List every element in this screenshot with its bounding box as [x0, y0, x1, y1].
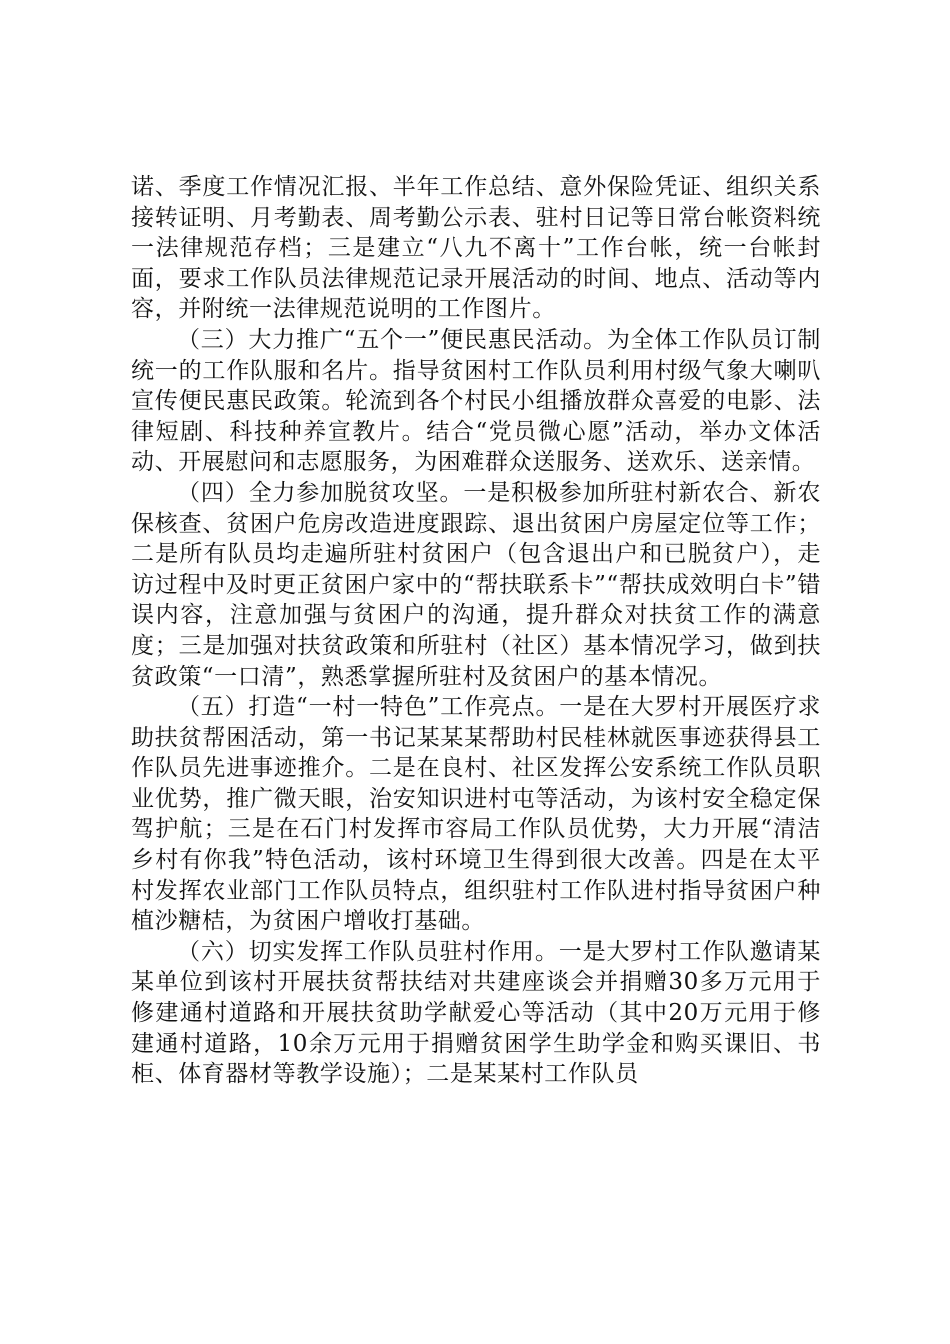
document-page	[131, 172, 821, 1090]
paragraph-team-role: （六）切实发挥工作队员驻村作用。一是大罗村工作队邀请某某单位到该村开展扶贫帮扶结对共建座谈会并捐赠30多万元用于修建通村道路和开展扶贫助学献爱心等活动（其中20万元用于修建通村道路，10余万元用于捐赠贫困学生助学金和购买课旧、书柜、体育器材等教学设施）；二是某某村工作队员	[131, 938, 821, 1088]
paragraph-five-ones-activity: （三）大力推广“五个一”便民惠民活动。为全体工作队员订制统一的工作队服和名片。指导贫困村工作队员利用村级气象大喇叭宣传便民惠民政策。轮流到各个村民小组播放群众喜爱的电影、法律短剧、科技种养宣教片。结合“党员微心愿”活动，举办文体活动、开展慰问和志愿服务，为困难群众送服务、送欢乐、送亲情。	[131, 326, 821, 476]
paragraph-village-features: （五）打造“一村一特色”工作亮点。一是在大罗村开展医疗求助扶贫帮困活动，第一书记某某某帮助村民桂林就医事迹获得县工作队员先进事迹推介。二是在良村、社区发挥公安系统工作队员职业优势，推广微天眼，治安知识进村屯等活动，为该村安全稳定保驾护航；三是在石门村发挥市容局工作队员优势，大力开展“清洁乡村有你我”特色活动，该村环境卫生得到很大改善。四是在太平村发挥农业部门工作队员特点，组织驻村工作队进村指导贫困户种植沙糖桔，为贫困户增收打基础。	[131, 694, 821, 935]
paragraph-poverty-alleviation: （四）全力参加脱贫攻坚。一是积极参加所驻村新农合、新农保核查、贫困户危房改造进度跟踪、退出贫困户房屋定位等工作；二是所有队员均走遍所驻村贫困户（包含退出户和已脱贫户），走访过程中及时更正贫困户家中的“帮扶联系卡”“帮扶成效明白卡”错误内容，注意加强与贫困户的沟通，提升群众对扶贫工作的满意度；三是加强对扶贫政策和所驻村（社区）基本情况学习，做到扶贫政策“一口清”，熟悉掌握所驻村及贫困户的基本情况。	[131, 479, 821, 690]
paragraph-ledger-archiving: 诺、季度工作情况汇报、半年工作总结、意外保险凭证、组织关系接转证明、月考勤表、周考勤公示表、驻村日记等日常台帐资料统一法律规范存档；三是建立“八九不离十”工作台帐，统一台帐封面，要求工作队员法律规范记录开展活动的时间、地点、活动等内容，并附统一法律规范说明的工作图片。	[131, 174, 821, 323]
